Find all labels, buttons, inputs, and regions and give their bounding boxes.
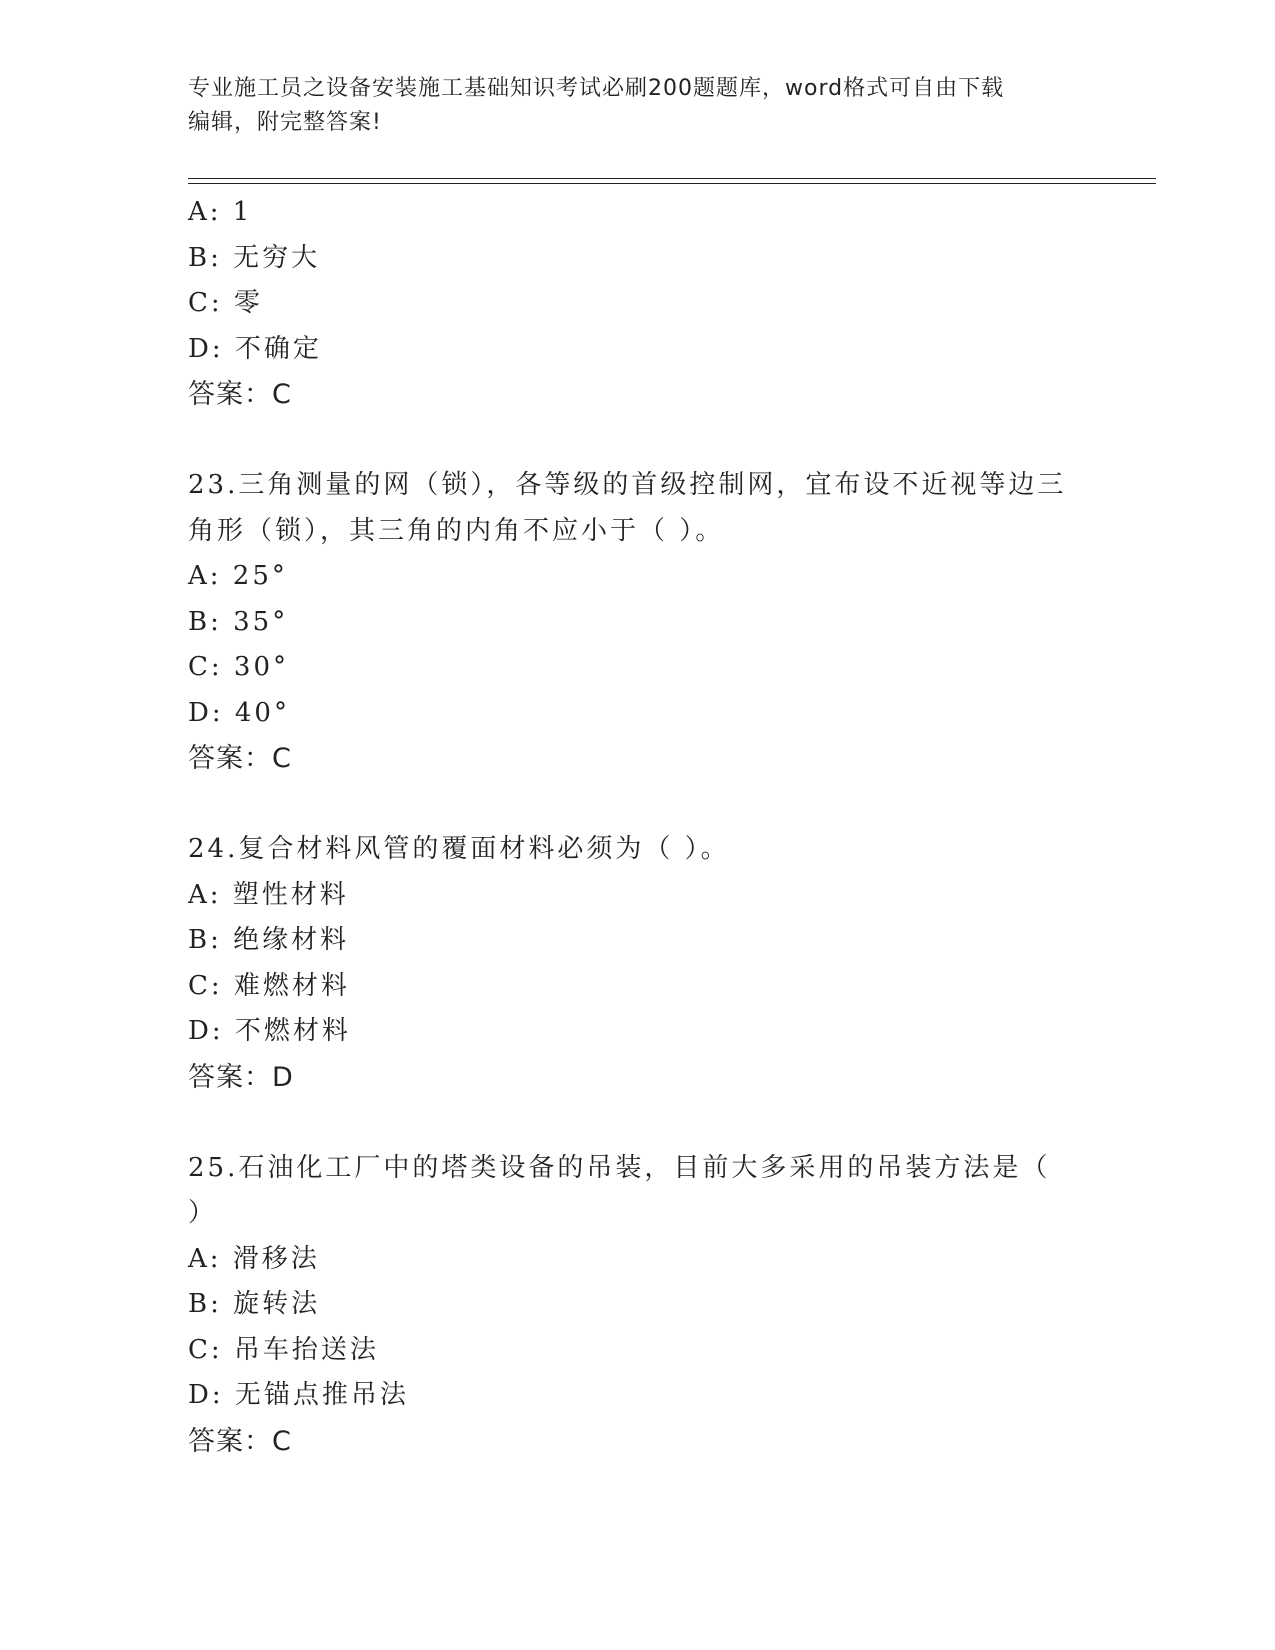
question-text-line-2: ） [188,1198,218,1228]
option-b: B: 绝缘材料 [188,925,350,955]
option-d: D: 无锚点推吊法 [188,1380,409,1410]
question-block-22 [188,190,1088,418]
option-c: C: 零 [188,288,263,318]
header-title-line-1: 专业施工员之设备安装施工基础知识考试必刷200题题库，word格式可自由下载 [188,76,1005,101]
answer: 答案：C [188,379,292,410]
question-text-line-2: 角形（锁），其三角的内角不应小于（ ）。 [188,515,725,546]
question-block-23 [188,463,1088,782]
header-divider-bottom [188,183,1156,184]
option-c: C: 难燃材料 [188,970,350,1001]
question-text-line-1: 23.三角测量的网（锁），各等级的首级控制网，宜布设不近视等边三 [188,470,1067,500]
option-c: C: 30° [188,652,290,682]
spacer [188,418,1088,464]
answer: 答案：D [188,1061,294,1093]
question-list [188,190,1088,1464]
option-d: D: 不燃材料 [188,1016,351,1046]
spacer [188,782,1088,828]
question-text-line-1: 24.复合材料风管的覆面材料必须为（ ）。 [188,834,730,864]
document-header [188,72,1068,140]
spacer [188,1100,1088,1146]
question-text-line-1: 25.石油化工厂中的塔类设备的吊装，目前大多采用的吊装方法是（ [188,1152,1051,1183]
option-a: A: 滑移法 [188,1243,320,1274]
answer: 答案：C [188,743,292,774]
option-b: B: 旋转法 [188,1289,321,1319]
question-block-25 [188,1146,1088,1465]
option-d: D: 40° [188,697,290,728]
option-d: D: 不确定 [188,333,322,364]
option-a: A: 塑性材料 [188,879,349,910]
option-b: B: 无穷大 [188,242,321,273]
option-a: A: 1 [188,197,253,227]
option-b: B: 35° [188,606,289,637]
header-title-line-2: 编辑，附完整答案! [188,110,382,135]
header-divider-top [188,178,1156,179]
option-a: A: 25° [188,561,288,591]
answer: 答案：C [188,1425,292,1457]
option-c: C: 吊车抬送法 [188,1334,379,1365]
question-block-24 [188,827,1088,1100]
